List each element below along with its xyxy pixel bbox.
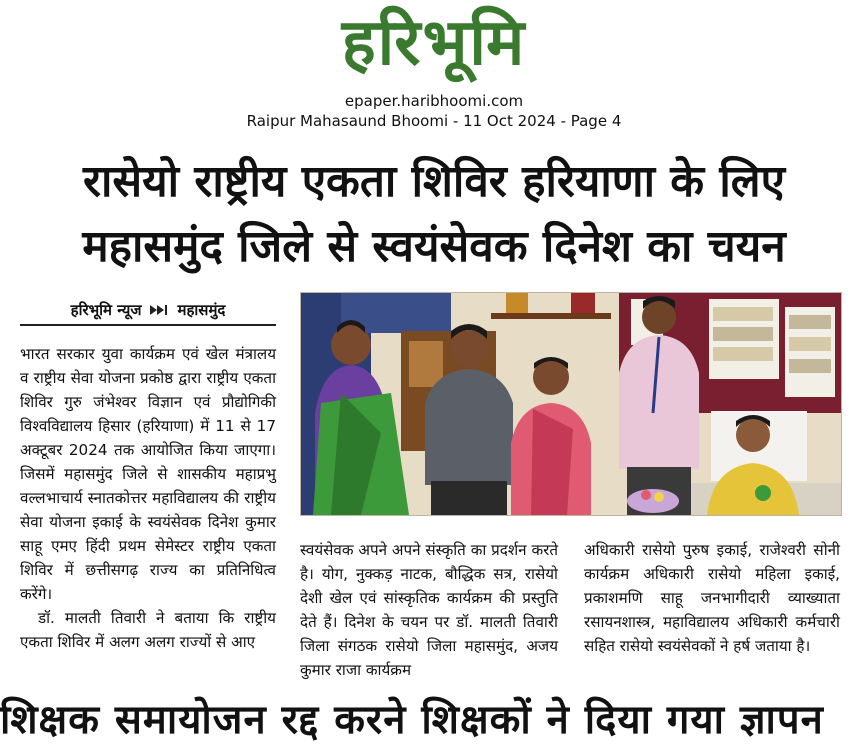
- article-headline-line2: महासमुंद जिले से स्वयंसेवक दिनेश का चयन: [82, 221, 786, 272]
- next-article-strip: [0, 697, 868, 743]
- byline-place: महासमुंद: [177, 301, 226, 319]
- byline-source: हरिभूमि न्यूज: [70, 301, 142, 319]
- article-headline-line1: रासेयो राष्ट्रीय एकता शिविर हरियाणा के लिए: [83, 156, 785, 207]
- byline-divider: [20, 324, 276, 326]
- article-paragraph: अधिकारी रासेयो पुरुष इकाई, राजेश्वरी सोनी कार्यक्रम अधिकारी रासेयो महिला इकाई, प्रकाशमणि साहू जनभागीदारी व्याख्याता रसायनशास्त्र, महाविद्यालय अधिकारी कर्मचारी सहित रासेयो स्वयंसेवकों ने हर्ष जताया है।: [584, 541, 840, 655]
- article-column-2: [300, 538, 558, 682]
- article-paragraph: डॉ. मालती तिवारी ने बताया कि राष्ट्रीय एकता शिविर में अलग अलग राज्यों से आए: [20, 609, 276, 651]
- edition-line: Raipur Mahasaund Bhoomi - 11 Oct 2024 - Page 4: [246, 112, 622, 130]
- article-column-3: [584, 538, 840, 658]
- article-column-1: [20, 342, 276, 654]
- byline: [20, 300, 276, 320]
- article-paragraph: भारत सरकार युवा कार्यक्रम एवं खेल मंत्रालय व राष्ट्रीय सेवा योजना प्रकोष्ठ द्वारा राष्ट्रीय एकता शिविर गुरु जंभेश्वर विज्ञान एवं प्रौद्योगिकी विश्वविद्यालय हिसार (हरियाणा) में 11 से 17 अक्टूबर 2024 तक आयोजित किया जाएगा। जिसमें महासमुंद जिले से शासकीय महाप्रभु वल्लभाचार्य स्नातकोत्तर महाविद्यालय की राष्ट्रीय सेवा योजना इकाई के स्वयंसेवक दिनेश कुमार साहू एमए हिंदी प्रथम सेमेस्टर राष्ट्रीय एकता शिविर में छत्तीसगढ़ राज्य का प्रतिनिधित्व करेंगे।: [20, 345, 276, 603]
- newspaper-logo: हरिभूमि: [341, 6, 527, 80]
- next-article-headline: शिक्षक समायोजन रद्द करने शिक्षकों ने दिया गया ज्ञापन: [0, 697, 824, 743]
- group-photo-icon: [301, 293, 841, 515]
- masthead: [0, 0, 868, 82]
- article-paragraph: स्वयंसेवक अपने अपने संस्कृति का प्रदर्शन करते है। योग, नुक्कड़ नाटक, बौद्धिक सत्र, रासेयो देशी खेल एवं सांस्कृतिक कार्यक्रम की प्रस्तुति देते हैं। दिनेश के चयन पर डॉ. मालती तिवारी जिला संगठक रासेयो जिला महासमुंद, अजय कुमार राजा कार्यक्रम: [300, 541, 558, 679]
- article-photo: [300, 292, 842, 516]
- double-arrow-icon: [149, 303, 169, 317]
- epaper-url: epaper.haribhoomi.com: [344, 92, 524, 110]
